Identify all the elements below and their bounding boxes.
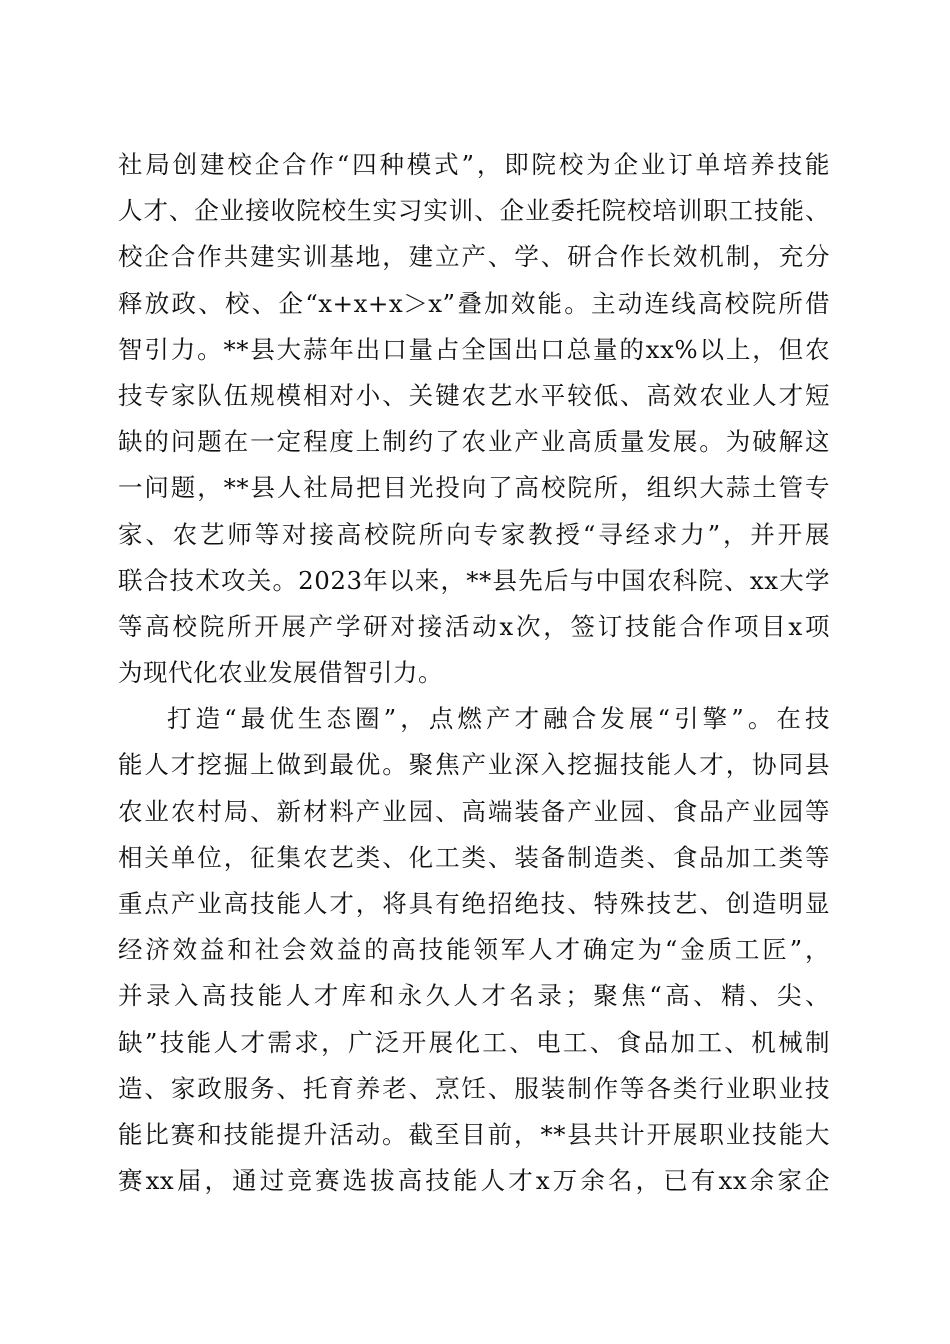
- text-line: 缺的问题在一定程度上制约了农业产业高质量发展。为破解这: [118, 427, 830, 457]
- text-line: 能人才挖掘上做到最优。聚焦产业深入挖掘技能人才，协同县: [118, 750, 830, 780]
- text-line: 联合技术攻关。2023年以来，**县先后与中国农科院、xx大学: [118, 565, 830, 595]
- text-line: 相关单位，征集农艺类、化工类、装备制造类、食品加工类等: [118, 842, 830, 872]
- text-line: 重点产业高技能人才，将具有绝招绝技、特殊技艺、创造明显: [118, 889, 830, 918]
- text-line: 打造“最优生态圈”，点燃产才融合发展“引擎”。在技: [167, 704, 830, 734]
- text-line: 农业农村局、新材料产业园、高端装备产业园、食品产业园等: [118, 796, 830, 826]
- text-line: 等高校院所开展产学研对接活动x次，签订技能合作项目x项: [118, 611, 830, 641]
- paragraph-2: [118, 696, 830, 1204]
- text-line: 人才、企业接收院校生实习实训、企业委托院校培训职工技能、: [118, 196, 830, 226]
- text-line: 家、农艺师等对接高校院所向专家教授“寻经求力”，并开展: [118, 519, 830, 549]
- text-line: 为现代化农业发展借智引力。: [118, 658, 443, 688]
- text-line: 能比赛和技能提升活动。截至目前，**县共计开展职业技能大: [118, 1119, 830, 1149]
- text-line: 社局创建校企合作“四种模式”，即院校为企业订单培养技能: [118, 150, 830, 179]
- text-line: 一问题，**县人社局把目光投向了高校院所，组织大蒜土管专: [118, 473, 830, 503]
- text-line: 造、家政服务、托育养老、烹饪、服装制作等各类行业职业技: [118, 1073, 830, 1103]
- text-line: 缺”技能人才需求，广泛开展化工、电工、食品加工、机械制: [118, 1027, 830, 1057]
- text-line: 技专家队伍规模相对小、关键农艺水平较低、高效农业人才短: [118, 380, 830, 410]
- text-line: 智引力。**县大蒜年出口量占全国出口总量的xx%以上，但农: [118, 334, 830, 364]
- text-line: 赛xx届，通过竞赛选拔高技能人才x万余名，已有xx余家企: [118, 1166, 830, 1196]
- text-line: 校企合作共建实训基地，建立产、学、研合作长效机制，充分: [118, 242, 830, 272]
- text-line: 释放政、校、企“x+x+x＞x”叠加效能。主动连线高校院所借: [118, 288, 830, 318]
- body-text: [118, 142, 830, 1204]
- paragraph-1: [118, 142, 830, 696]
- text-line: 经济效益和社会效益的高技能领军人才确定为“金质工匠”，: [118, 935, 830, 965]
- text-line: 并录入高技能人才库和永久人才名录；聚焦“高、精、尖、: [118, 981, 830, 1011]
